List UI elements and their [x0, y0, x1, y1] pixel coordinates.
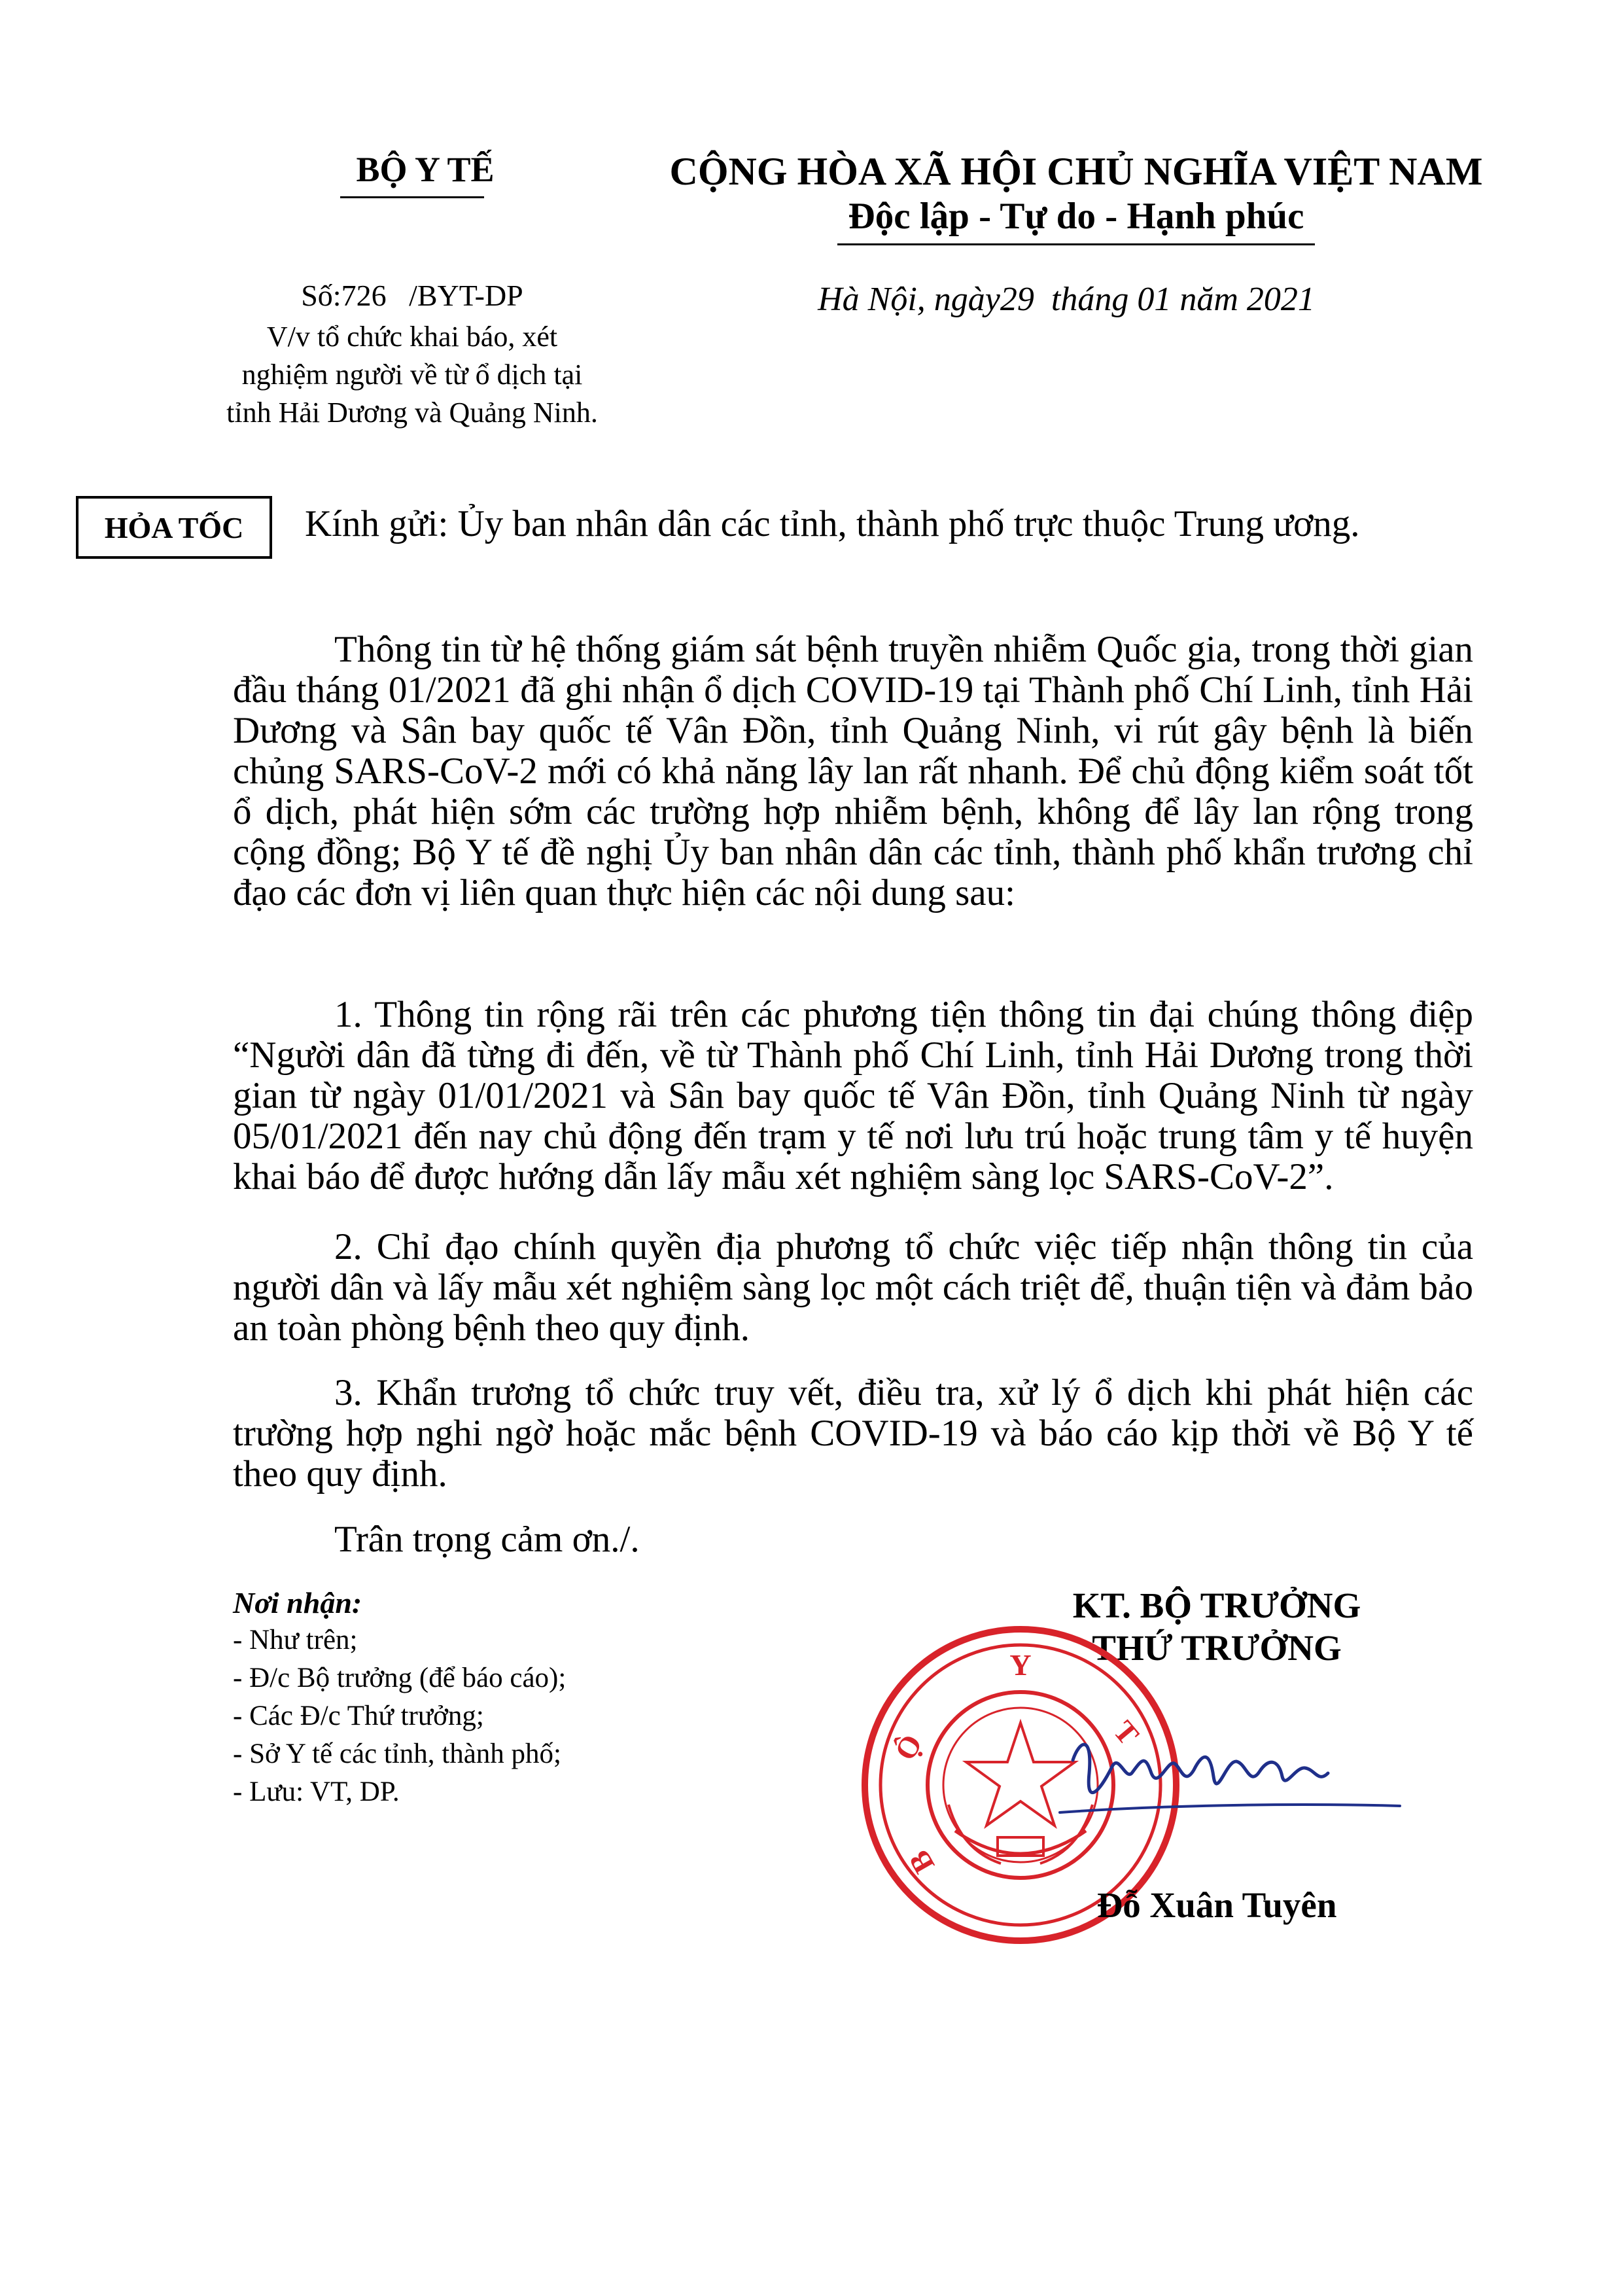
ministry-name: BỘ Y TẾ	[356, 150, 495, 189]
document-number: Số:726 /BYT-DP	[301, 279, 523, 312]
list-item: - Sở Y tế các tỉnh, thành phố;	[233, 1739, 561, 1769]
issue-date: Hà Nội, ngày29 tháng 01 năm 2021	[818, 281, 1315, 318]
subject-line: V/v tổ chức khai báo, xét	[266, 321, 558, 353]
signer-name: Đỗ Xuân Tuyên	[1096, 1885, 1337, 1925]
signer-role-line-1: KT. BỘ TRƯỞNG	[1072, 1585, 1361, 1625]
intro-paragraph: Thông tin từ hệ thống giám sát bệnh truyền nhiễm Quốc gia, trong thời gian đầu tháng 01/2021 đã ghi nhận ổ dịch COVID-19 tại Thành phố Chí Linh, tỉnh Hải Dương và Sân bay quốc tế Vân Đồn, tỉnh Quảng Ninh, vi rút gây bệnh là biến chủng SARS-CoV-2 mới có khả năng lây lan rất nhanh. Để chủ động kiểm soát tốt ổ dịch, phát hiện sớm các trường hợp nhiễm bệnh, không để lây lan rộng trong cộng đồng; Bộ Y tế đề nghị Ủy ban nhân dân các tỉnh, thành phố khẩn trương chỉ đạo các đơn vị liên quan thực hiện các nội dung sau:	[233, 629, 1473, 913]
recipients-title: Nơi nhận:	[233, 1586, 362, 1619]
seal-letter-b: B	[901, 1845, 941, 1879]
list-item: - Lưu: VT, DP.	[233, 1776, 400, 1807]
list-item: - Như trên;	[233, 1625, 358, 1655]
nation-title: CỘNG HÒA XÃ HỘI CHỦ NGHĨA VIỆT NAM	[669, 150, 1483, 193]
recipients-list	[233, 1621, 566, 1811]
seal-letter-o: Ộ	[888, 1729, 929, 1766]
urgent-label: HỎA TỐC	[104, 510, 244, 544]
document-subject	[183, 318, 641, 432]
motto: Độc lập - Tự do - Hạnh phúc	[848, 196, 1304, 237]
seal-letter-y: Y	[1009, 1648, 1032, 1682]
handwritten-signature-icon	[1053, 1714, 1406, 1832]
subject-line: tỉnh Hải Dương và Quảng Ninh.	[226, 397, 598, 429]
item-3-paragraph: 3. Khẩn trương tổ chức truy vết, điều tra, xử lý ổ dịch khi phát hiện các trường hợp nghi ngờ hoặc mắc bệnh COVID-19 và báo cáo kịp thời về Bộ Y tế theo quy định.	[233, 1372, 1473, 1494]
list-item: - Đ/c Bộ trưởng (để báo cáo);	[233, 1663, 567, 1693]
seal-letter-t: T	[1107, 1714, 1146, 1752]
closing-thanks: Trân trọng cảm ơn./.	[334, 1519, 640, 1560]
list-item: - Các Đ/c Thứ trưởng;	[233, 1701, 484, 1731]
ministry-underline	[340, 196, 484, 198]
item-1-paragraph: 1. Thông tin rộng rãi trên các phương tiện thông tin đại chúng thông điệp “Người dân đã từng đi đến, về từ Thành phố Chí Linh, tỉnh Hải Dương trong thời gian từ ngày 01/01/2021 và Sân bay quốc tế Vân Đồn, tỉnh Quảng Ninh từ ngày 05/01/2021 đến nay chủ động đến trạm y tế nơi lưu trú hoặc trung tâm y tế huyện khai báo để được hướng dẫn lấy mẫu xét nghiệm sàng lọc SARS-CoV-2”.	[233, 994, 1473, 1197]
recipient-line: Kính gửi: Ủy ban nhân dân các tỉnh, thành phố trực thuộc Trung ương.	[305, 503, 1360, 544]
urgent-badge	[76, 496, 272, 559]
item-2-paragraph: 2. Chỉ đạo chính quyền địa phương tổ chức việc tiếp nhận thông tin của người dân và lấy mẫu xét nghiệm sàng lọc một cách triệt để, thuận tiện và đảm bảo an toàn phòng bệnh theo quy định.	[233, 1226, 1473, 1349]
motto-underline	[837, 243, 1315, 245]
subject-line: nghiệm người về từ ổ dịch tại	[241, 359, 583, 391]
signer-role-line-2: THỨ TRƯỞNG	[1092, 1628, 1342, 1668]
